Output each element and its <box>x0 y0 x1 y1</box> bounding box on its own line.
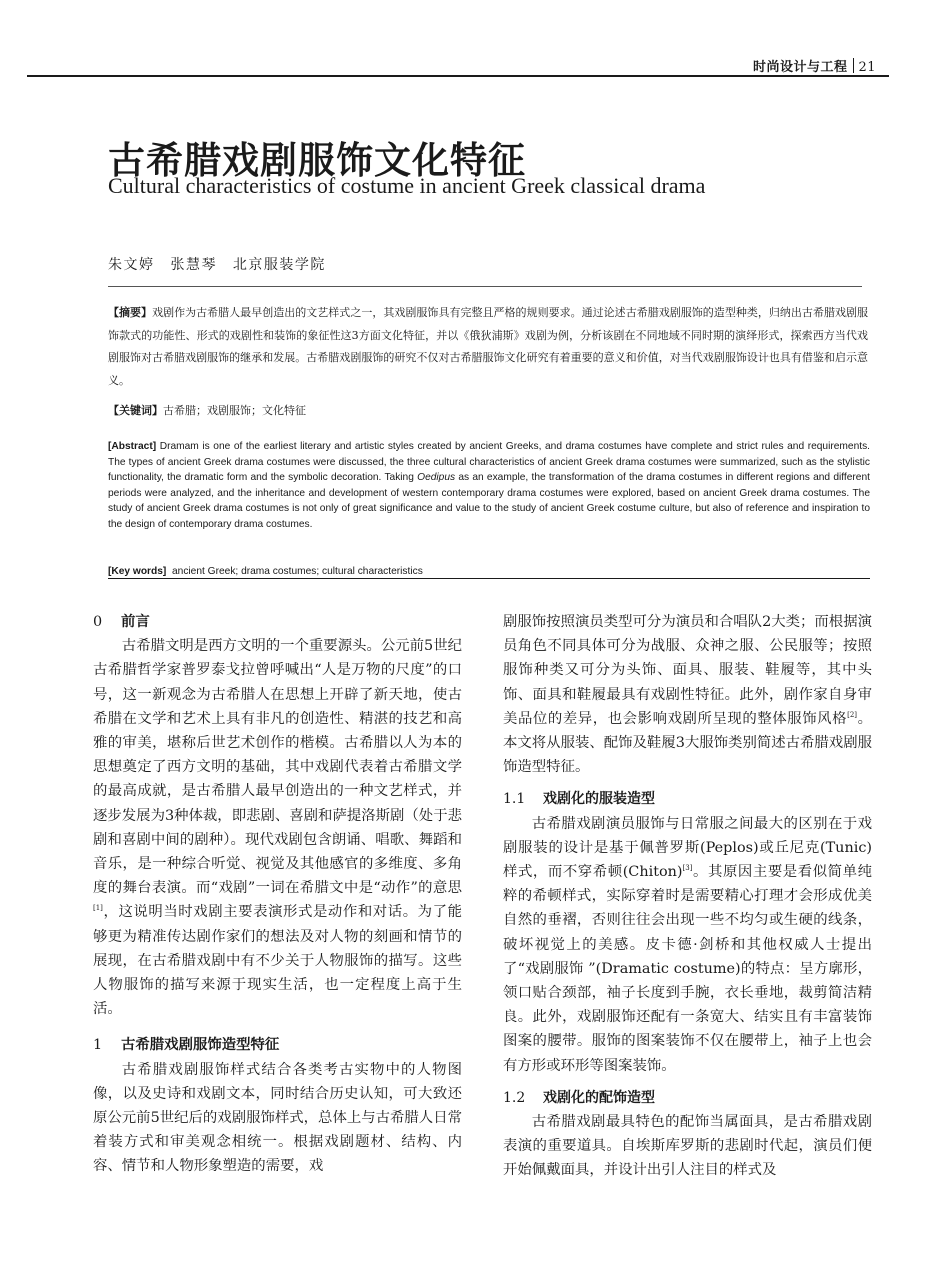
abstract-en-italic-title: Oedipus <box>417 472 456 484</box>
paragraph-text: ，这说明当时戏剧主要表演形式是动作和对话。为了能够更为精准传达剧作家们的想法及对人物的刻画和情节的展现，在古希腊戏剧中有不少关于人物服饰的描写。这些人物服饰的描写来源于现实生活，也一定程度上高于生活。 <box>93 904 462 1018</box>
body-column-left <box>93 610 462 1179</box>
abstract-en-label: [Abstract] <box>108 441 157 452</box>
keywords-cn-text: 古希腊；戏剧服饰；文化特征 <box>163 404 306 417</box>
abstract-cn-text: 戏剧作为古希腊人最早创造出的文艺样式之一，其戏剧服饰具有完整且严格的规则要求。通过论述古希腊戏剧服饰的造型种类，归纳出古希腊戏剧服饰款式的功能性、形式的戏剧性和装饰的象征性这3方面文化特征，并以《俄狄浦斯》戏剧为例，分析该剧在不同地域不同时期的演绎形式，探索西方当代戏剧服饰对古希腊戏剧服饰的继承和发展。古希腊戏剧服饰的研究不仅对古希腊服饰文化研究有着重要的意义和价值，对当代戏剧服饰设计也具有借鉴和启示意义。 <box>108 306 868 387</box>
keywords-en-text: ancient Greek; drama costumes; cultural characteristics <box>171 566 423 577</box>
keywords-en-label: [Key words] <box>108 566 167 577</box>
subsection-title: 戏剧化的配饰造型 <box>543 1089 655 1106</box>
paragraph: 古希腊戏剧服饰样式结合各类考古实物中的人物图像，以及史诗和戏剧文本，同时结合历史认知，可大致还原公元前5世纪后的戏剧服饰样式，总体上与古希腊人日常着装方式和审美观念相统一。根据戏剧题材、结构、内容、情节和人物形象塑造的需要，戏 <box>93 1061 462 1175</box>
keywords-cn-label: 【关键词】 <box>108 404 163 417</box>
paragraph <box>503 610 872 779</box>
title-english: Cultural characteristics of costume in ancient Greek classical drama <box>108 173 706 198</box>
subsection-heading-1-2 <box>503 1086 872 1110</box>
section-heading-0 <box>93 610 462 634</box>
paragraph-text: 剧服饰按照演员类型可分为演员和合唱队2大类；而根据演员角色不同具体可分为战服、众神之服、公民服等；按照服饰种类又可分为头饰、面具、服装、鞋履等，其中头饰、面具和鞋履最具有戏剧性特征。此外，剧作家自身审美品位的差异，也会影响戏剧所呈现的整体服饰风格 <box>503 614 872 727</box>
header-divider <box>853 58 854 73</box>
citation-ref: [2] <box>847 711 858 720</box>
subsection-number: 1.1 <box>503 791 526 808</box>
abstract-cn-label: 【摘要】 <box>108 306 153 319</box>
paragraph <box>503 812 872 1078</box>
section-heading-1 <box>93 1033 462 1057</box>
paragraph-text: 古希腊文明是西方文明的一个重要源头。公元前5世纪古希腊哲学家普罗泰戈拉曾呼喊出“人是万物的尺度”的口号，这一新观念为古希腊人在思想上开辟了新天地，使古希腊在文学和艺术上具有非凡的创造性、精湛的技艺和高雅的审美，堪称后世艺术创作的楷模。古希腊以人为本的思想奠定了西方文明的基础，其中戏剧代表着古希腊文学的最高成就，是古希腊人最早创造出的一种文艺样式，并逐步发展为3种体裁，即悲剧、喜剧和萨提洛斯剧（处于悲剧和喜剧中间的剧种）。现代戏剧包含朗诵、唱歌、舞蹈和音乐，是一种综合听觉、视觉及其他感官的多维度、多角度的舞台表演。而“戏剧”一词在希腊文中是“动作”的意思 <box>93 638 462 897</box>
citation-ref: [3] <box>682 864 693 873</box>
abstract-en-text-2: as an example, the transformation of the drama costumes in different regions and different periods were analyzed, and the inheritance and development of western contemporary drama costumes were explored, based on ancient Greek drama costumes. The study of ancient Greek drama costumes is not only of great significance and value to the study of ancient Greek costume culture, but also of reference and inspiration to the design of contemporary drama costumes. <box>108 472 870 530</box>
subsection-title: 戏剧化的服装造型 <box>543 791 655 808</box>
keywords-english <box>108 566 870 579</box>
abstract-chinese <box>108 302 868 392</box>
section-divider <box>108 286 862 287</box>
running-header <box>753 56 876 75</box>
paragraph <box>93 634 462 1021</box>
section-title: 古希腊戏剧服饰造型特征 <box>121 1036 280 1054</box>
keywords-chinese <box>108 402 306 418</box>
paragraph-text: 。本文将从服装、配饰及鞋履3大服饰类别简述古希腊戏剧服饰造型特征。 <box>503 710 872 776</box>
subsection-number: 1.2 <box>503 1089 526 1106</box>
body-column-right <box>503 610 872 1183</box>
paragraph: 古希腊戏剧最具特色的配饰当属面具，是古希腊戏剧表演的重要道具。自埃斯库罗斯的悲剧时代起，演员们便开始佩戴面具，并设计出引人注目的样式及 <box>503 1114 872 1179</box>
paragraph-text: 。其原因主要是看似简单纯粹的希顿样式，实际穿着时是需要精心打理才会形成优美自然的垂褶，否则往往会出现一些不均匀或生硬的线条，破坏视觉上的美感。皮卡德·剑桥和其他权威人士提出了“戏剧服饰 ”(Dramatic costume)的特点：呈方廓形，领口贴合颈部，袖子长度到手腕，衣长垂地，裁剪简洁精良。此外，戏剧服饰还配有一条宽大、结实且有丰富装饰图案的腰带。服饰的图案装饰不仅在腰带上，袖子上也会有方形或环形等图案装饰。 <box>503 864 872 1074</box>
section-number: 1 <box>93 1037 103 1054</box>
journal-name: 时尚设计与工程 <box>752 60 848 75</box>
subsection-heading-1-1 <box>503 787 872 811</box>
abstract-english <box>108 439 870 533</box>
paragraph-text: 古希腊戏剧演员服饰与日常服之间最大的区别在于戏剧服装的设计是基于佩普罗斯(Peplos)或丘尼克(Tunic)样式，而不穿希顿(Chiton) <box>503 815 872 881</box>
title-chinese: 古希腊戏剧服饰文化特征 <box>108 138 526 182</box>
page-number: 21 <box>858 60 876 75</box>
authors-affiliation: 朱文婷 张慧琴 北京服装学院 <box>108 257 326 273</box>
header-rule <box>27 75 889 77</box>
section-number: 0 <box>93 614 103 630</box>
abstract-en-text-1: Dramam is one of the earliest literary and artistic styles created by ancient Greeks, and drama costumes have complete and strict rules and requirements. The types of ancient Greek drama costumes were discussed, the three cultural characteristics of ancient Greek drama costumes were summarized, such as the stylistic functionality, the dramatic form and the symbolic decoration. Taking <box>108 441 870 484</box>
citation-ref: [1] <box>93 904 103 913</box>
section-title: 前言 <box>121 613 150 630</box>
